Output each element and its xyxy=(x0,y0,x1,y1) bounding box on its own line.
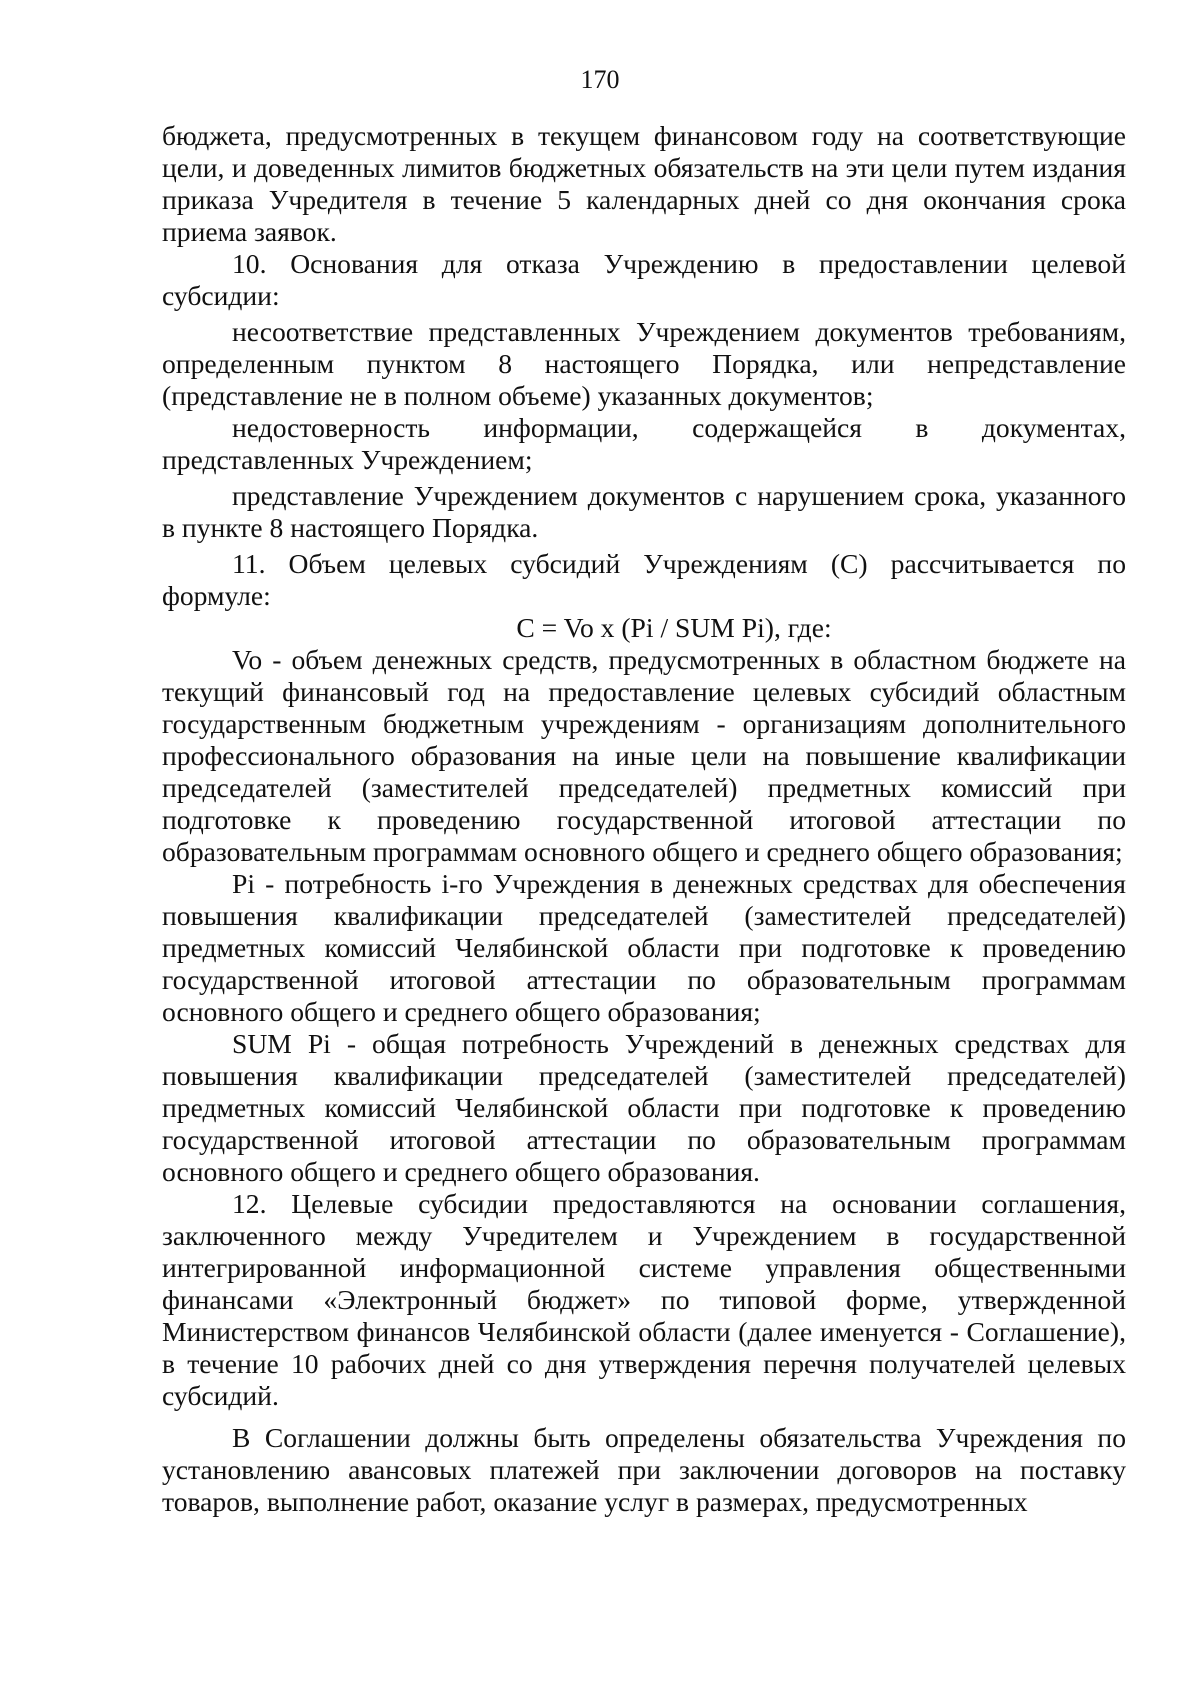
paragraph-item-10: 10. Основания для отказа Учреждению в предоставлении целевой субсидии: xyxy=(162,248,1126,311)
paragraph-item-11: 11. Объем целевых субсидий Учреждениям (С) рассчитывается по формуле: xyxy=(162,548,1126,611)
paragraph-budget-continuation: бюджета, предусмотренных в текущем финансовом году на соответствующие цели, и доведенных лимитов бюджетных обязательств на эти цели путем издания приказа Учредителя в течение 5 календарных дней со дня окончания срока приема заявок. xyxy=(162,120,1126,247)
paragraph-refusal-ground-2: недостоверность информации, содержащейся в документах, представленных Учреждением; xyxy=(162,412,1126,475)
subsidy-formula: C = Vo x (Pi / SUM Pi), где: xyxy=(516,612,832,643)
paragraph-definition-sum-pi: SUM Pi - общая потребность Учреждений в денежных средствах для повышения квалификации председателей (заместителей председателей) предметных комиссий Челябинской области при подготовке к проведению государственной итоговой аттестации по образовательным программам основного общего и среднего общего образования. xyxy=(162,1028,1126,1187)
paragraph-agreement-obligations: В Соглашении должны быть определены обязательства Учреждения по установлению авансовых платежей при заключении договоров на поставку товаров, выполнение работ, оказание услуг в размерах, предусмотренных xyxy=(162,1422,1126,1517)
page-number: 170 xyxy=(580,65,620,94)
paragraph-refusal-ground-1: несоответствие представленных Учреждением документов требованиям, определенным пунктом 8 настоящего Порядка, или непредставление (представление не в полном объеме) указанных документов; xyxy=(162,316,1126,411)
document-body xyxy=(162,120,1126,1518)
paragraph-definition-pi: Pi - потребность i-го Учреждения в денежных средствах для обеспечения повышения квалификации председателей (заместителей председателей) предметных комиссий Челябинской области при подготовке к проведению государственной итоговой аттестации по образовательным программам основного общего и среднего общего образования; xyxy=(162,868,1126,1027)
paragraph-item-12: 12. Целевые субсидии предоставляются на основании соглашения, заключенного между Учредителем и Учреждением в государственной интегрированной информационной системе управления общественными финансами «Электронный бюджет» по типовой форме, утвержденной Министерством финансов Челябинской области (далее именуется - Соглашение), в течение 10 рабочих дней со дня утверждения перечня получателей целевых субсидий. xyxy=(162,1188,1126,1411)
paragraph-definition-vo: Vo - объем денежных средств, предусмотренных в областном бюджете на текущий финансовый год на предоставление целевых субсидий областным государственным бюджетным учреждениям - организациям дополнительного профессионального образования на иные цели на повышение квалификации председателей (заместителей председателей) предметных комиссий при подготовке к проведению государственной итоговой аттестации по образовательным программам основного общего и среднего общего образования; xyxy=(162,644,1126,867)
paragraph-refusal-ground-3: представление Учреждением документов с нарушением срока, указанного в пункте 8 настоящего Порядка. xyxy=(162,480,1126,543)
